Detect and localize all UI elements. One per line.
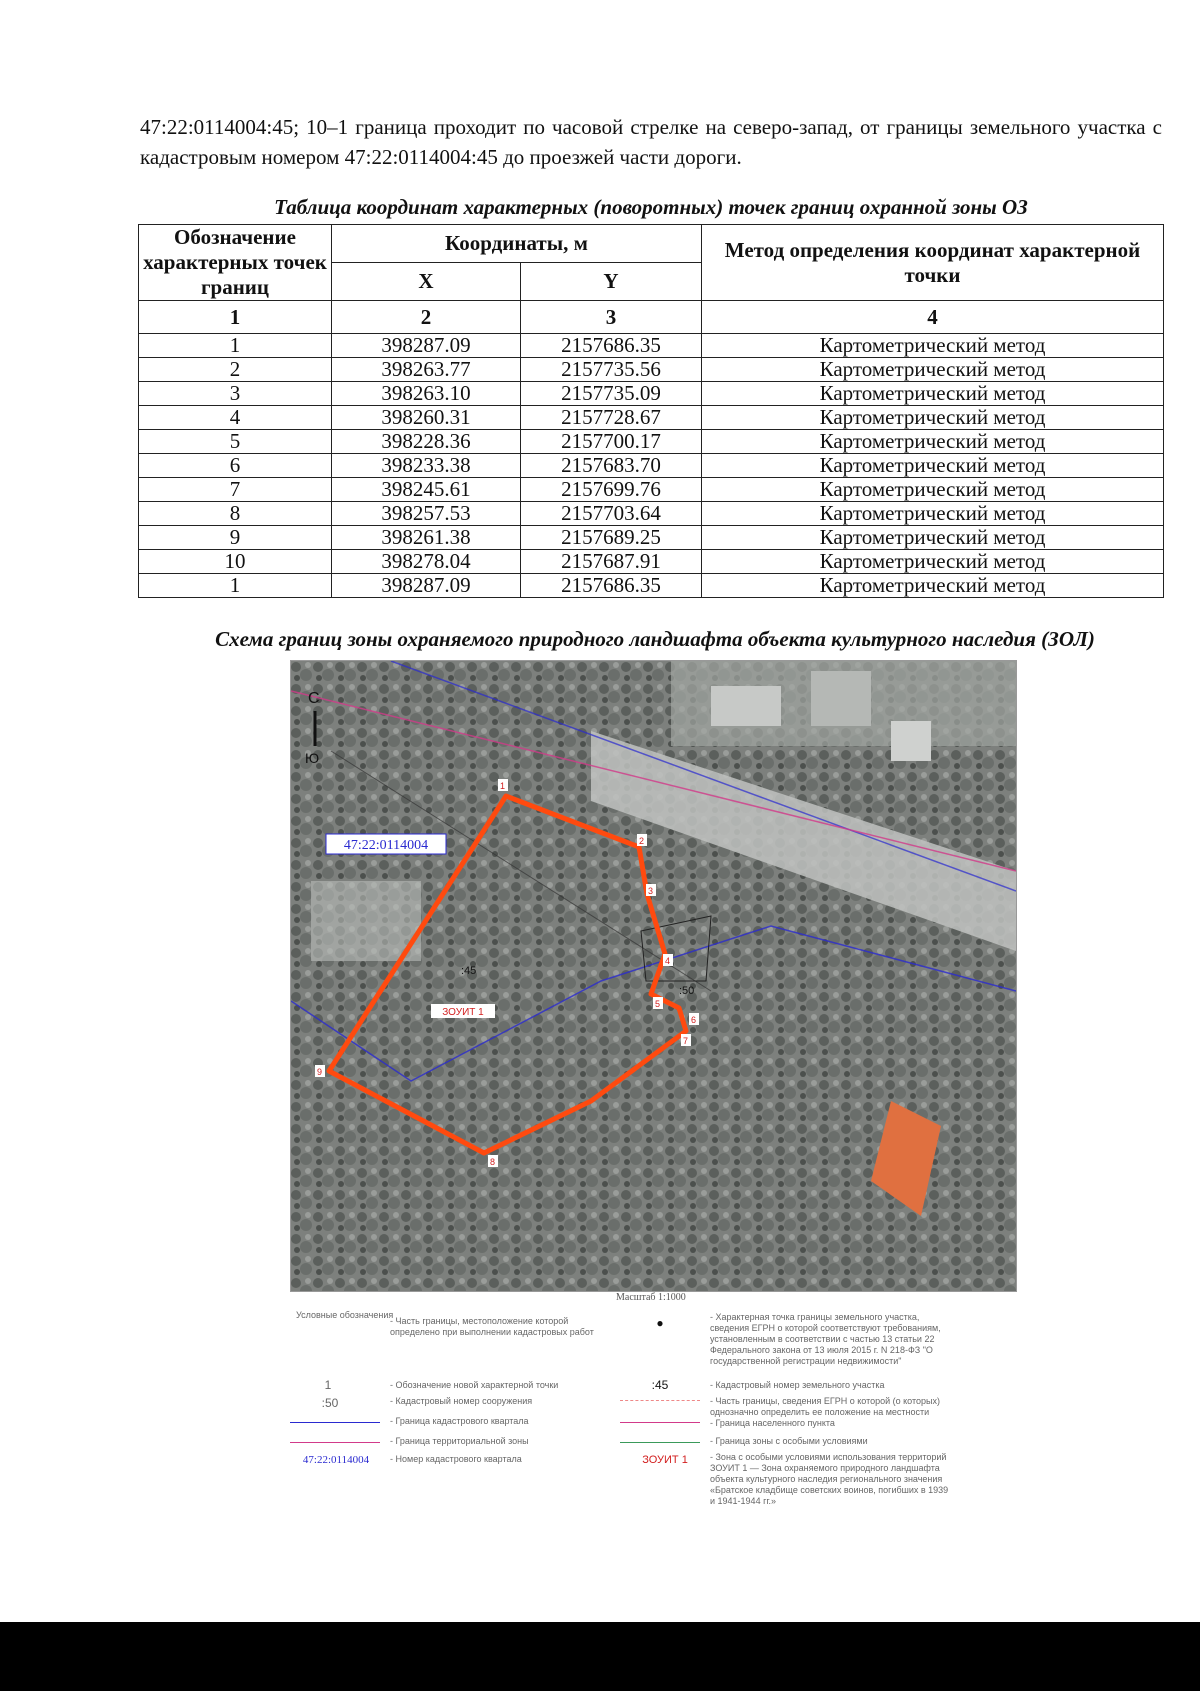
method-cell: Картометрический метод [702,334,1164,358]
legend-title: Условные обозначения [296,1310,394,1320]
structure-label: :50 [679,985,695,997]
table-row [139,430,1164,454]
method-cell: Картометрический метод [702,406,1164,430]
point-label-8: 8 [490,1157,496,1167]
map-canvas [291,661,1016,1291]
point-label-3: 3 [648,886,654,896]
legend-item-text: - Граница зоны с особыми условиями [710,1436,868,1446]
point-cell: 1 [139,574,332,598]
point-cell: 4 [139,406,332,430]
table-body [139,334,1164,598]
column-number: 3 [521,301,702,334]
method-cell: Картометрический метод [702,574,1164,598]
building [311,881,421,961]
quarter-label: 47:22:0114004 [343,838,429,853]
intro-paragraph: 47:22:0114004:45; 10–1 граница проходит по часовой стрелке на северо-запад, от границы земельного участка с кадастровым номером 47:22:0114004:45 до проезжей части дороги. [140,115,1162,169]
x-cell: 398228.36 [332,430,521,454]
building [811,671,871,726]
table-title: Таблица координат характерных (поворотных) точек границ охранной зоны ОЗ [274,195,1028,219]
zone-label: ЗОУИТ 1 [442,1007,484,1018]
column-number: 4 [702,301,1164,334]
table-row [139,454,1164,478]
legend-symbol: :45 [651,1378,669,1392]
x-cell: 398287.09 [332,334,521,358]
x-cell: 398287.09 [332,574,521,598]
y-cell: 2157686.35 [521,574,702,598]
legend-item-text: - Номер кадастрового квартала [390,1454,522,1464]
legend-line-territorial [290,1442,380,1443]
method-cell: Картометрический метод [702,382,1164,406]
x-cell: 398257.53 [332,502,521,526]
method-cell: Картометрический метод [702,454,1164,478]
header-coordinates: Координаты, м [332,225,702,263]
legend-symbol: ЗОУИТ 1 [642,1454,688,1466]
x-cell: 398263.10 [332,382,521,406]
method-cell: Картометрический метод [702,478,1164,502]
point-cell: 2 [139,358,332,382]
legend-line-quarter [290,1422,380,1423]
header-x: X [332,263,521,301]
y-cell: 2157700.17 [521,430,702,454]
legend-item-text: - Зона с особыми условиями использования территорий ЗОУИТ 1 — Зона охраняемого природного ландшафта объекта культурного наследия регионального значения «Братское кладбище советских воинов, погибших в 1939 и 1941-1944 гг.» [710,1452,949,1506]
y-cell: 2157703.64 [521,502,702,526]
table-row [139,382,1164,406]
point-cell: 8 [139,502,332,526]
table-row [139,406,1164,430]
point-label-7: 7 [683,1036,689,1046]
point-cell: 5 [139,430,332,454]
legend-symbol: ● [656,1316,664,1330]
y-cell: 2157686.35 [521,334,702,358]
y-cell: 2157735.56 [521,358,702,382]
x-cell: 398263.77 [332,358,521,382]
table-row [139,358,1164,382]
point-cell: 10 [139,550,332,574]
y-cell: 2157699.76 [521,478,702,502]
legend-line-undefined [620,1400,700,1401]
x-cell: 398233.38 [332,454,521,478]
scheme-title: Схема границ зоны охраняемого природного ландшафта объекта культурного наследия (ЗОЛ) [215,627,1095,651]
south-label: Ю [305,750,320,766]
point-cell: 6 [139,454,332,478]
point-label-9: 9 [317,1067,323,1077]
legend-item-text: - Граница населенного пункта [710,1418,835,1428]
table-row [139,334,1164,358]
legend-item-text: - Граница территориальной зоны [390,1436,529,1446]
point-cell: 3 [139,382,332,406]
y-cell: 2157683.70 [521,454,702,478]
legend-item-text: - Кадастровый номер сооружения [390,1396,533,1406]
table-row [139,526,1164,550]
boundary-scheme-map [290,660,1017,1292]
legend-line-zone [620,1442,700,1443]
legend-item-text: - Часть границы, местоположение которой определено при выполнении кадастровых работ [390,1316,594,1337]
legend-item-text: - Часть границы, сведения ЕГРН о которой (о которых) однозначно определить ее положение на местности [710,1396,940,1417]
table-row [139,502,1164,526]
column-number: 1 [139,301,332,334]
header-y: Y [521,263,702,301]
x-cell: 398278.04 [332,550,521,574]
method-cell: Картометрический метод [702,358,1164,382]
legend-symbol: 47:22:0114004 [302,1454,370,1466]
north-label: С [308,690,320,707]
legend-item-text: - Граница кадастрового квартала [390,1416,529,1426]
coordinates-table [138,224,1164,598]
legend-item-text: - Характерная точка границы земельного участка, сведения ЕГРН о которой соответствуют требованиям, установленным в соответствии с частью 13 статьи 22 Федерального закона от 13 июля 2015 г. N 218-ФЗ "О государственной регистрации недвижимости" [710,1312,941,1366]
scale-text: Масштаб 1:1000 [616,1292,686,1303]
y-cell: 2157735.09 [521,382,702,406]
table-row [139,550,1164,574]
x-cell: 398260.31 [332,406,521,430]
x-cell: 398245.61 [332,478,521,502]
building [891,721,931,761]
legend-item-text: - Обозначение новой характерной точки [390,1380,559,1390]
method-cell: Картометрический метод [702,430,1164,454]
column-number: 2 [332,301,521,334]
table-row [139,574,1164,598]
legend-symbol: :50 [321,1396,339,1410]
point-label-5: 5 [655,999,661,1009]
y-cell: 2157728.67 [521,406,702,430]
method-cell: Картометрический метод [702,550,1164,574]
method-cell: Картометрический метод [702,502,1164,526]
legend-item-text: - Кадастровый номер земельного участка [710,1380,885,1390]
y-cell: 2157687.91 [521,550,702,574]
point-cell: 1 [139,334,332,358]
scan-border [0,1622,1200,1691]
legend-line-settlement [620,1422,700,1423]
point-label-6: 6 [691,1015,697,1025]
method-cell: Картометрический метод [702,526,1164,550]
point-label-4: 4 [665,956,671,966]
parcel-label: :45 [461,965,477,977]
y-cell: 2157689.25 [521,526,702,550]
building [711,686,781,726]
legend-symbol: 1 [324,1378,332,1392]
x-cell: 398261.38 [332,526,521,550]
legend [290,1308,1030,1506]
point-label-1: 1 [500,781,506,791]
point-cell: 7 [139,478,332,502]
point-label-2: 2 [639,836,645,846]
header-method: Метод определения координат характерной точки [702,225,1164,301]
table-row [139,478,1164,502]
point-cell: 9 [139,526,332,550]
header-designation: Обозначение характерных точек границ [139,225,332,301]
